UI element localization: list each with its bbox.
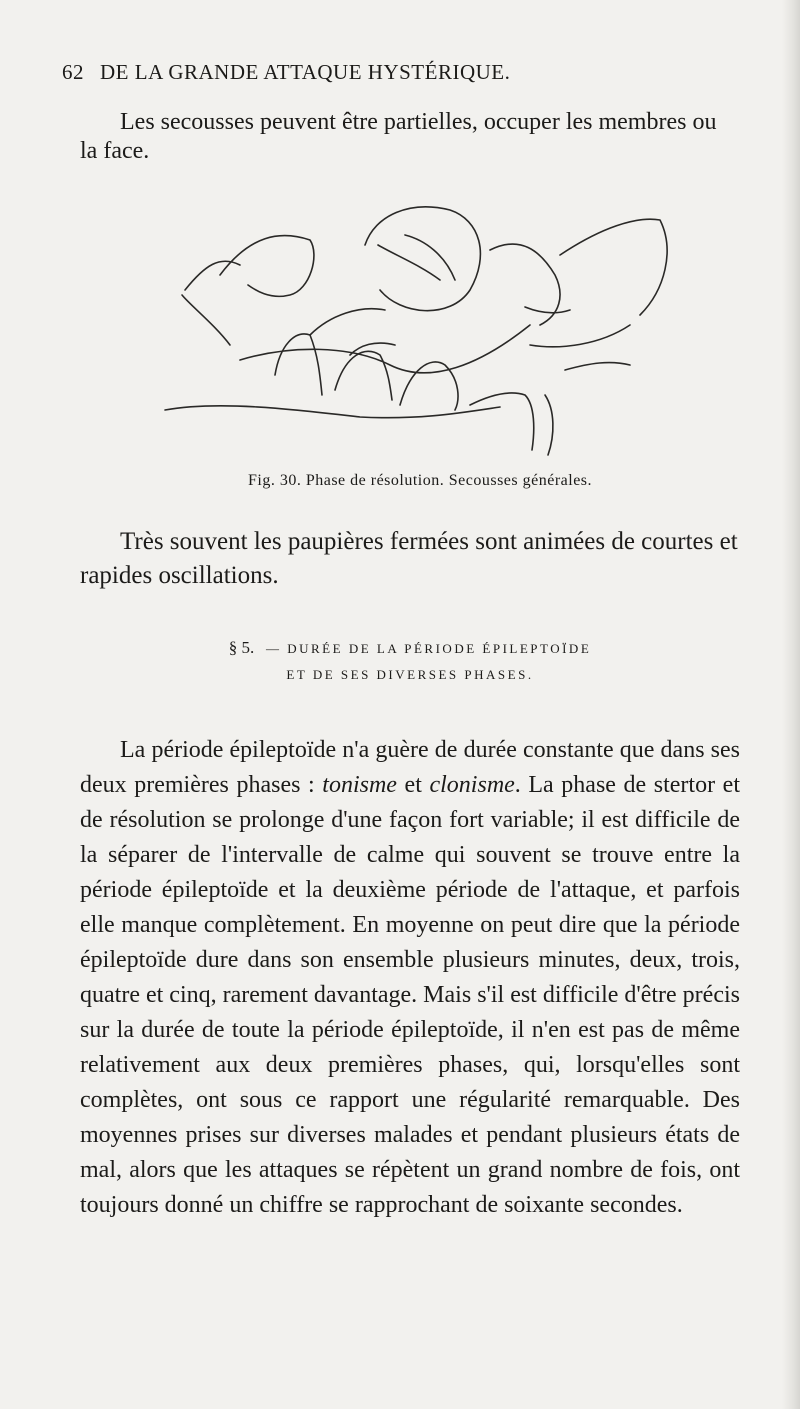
figure-30-drawing bbox=[160, 195, 680, 465]
section-mark: § 5. bbox=[228, 638, 255, 657]
paragraph-1 bbox=[80, 108, 730, 166]
page-number: 62 bbox=[62, 60, 84, 84]
paragraph-3-text-before: La période épileptoïde n'a guère de durée constante que dans ses deux premières phases : bbox=[80, 737, 740, 798]
section-title-line-1: — DURÉE DE LA PÉRIODE ÉPILEPTOÏDE bbox=[265, 641, 592, 656]
paragraph-2-line-2: rapides oscillations. bbox=[80, 562, 279, 589]
paragraph-2 bbox=[80, 525, 740, 593]
figure-head bbox=[365, 207, 480, 311]
section-title-line-2: ET DE SES DIVERSES PHASES. bbox=[286, 667, 534, 682]
paragraph-3-text-between: et bbox=[396, 772, 430, 798]
figure-leg-left bbox=[275, 334, 322, 395]
figure-caption: Fig. 30. Phase de résolution. Secousses générales. bbox=[247, 472, 593, 489]
paragraph-2-line-1: Très souvent les paupières fermées sont animées de courtes et bbox=[120, 528, 738, 555]
page-edge-shadow bbox=[782, 0, 800, 1409]
paragraph-3-text-after: . La phase de stertor et de résolution se prolonge d'une façon fort variable; il est difficile de la séparer de l'intervalle de calme qui souvent se trouve entre la période épileptoïde et la deuxième période de l'attaque, et parfois elle manque complètement. En moyenne on peut dire que la période épileptoïde dure dans son ensemble plusieurs minutes, deux, trois, quatre et cinq, rarement davantage. Mais s'il est difficile d'être précis sur la durée de toute la période épileptoïde, il n'en est pas de même relativement aux deux premières phases, qui, lorsqu'elles sont complètes, ont sous ce rapport une régularité remarquable. Des moyennes prises sur diverses malades et pendant plusieurs états de mal, alors que les attaques se répètent un grand nombre de fois, ont toujours donné un chiffre se rapprochant de soixante secondes. bbox=[80, 772, 741, 1218]
figure-left-arm bbox=[220, 236, 314, 297]
paragraph-1-line-2: la face. bbox=[80, 138, 150, 164]
running-title: DE LA GRANDE ATTAQUE HYSTÉRIQUE. bbox=[100, 60, 511, 84]
section-heading bbox=[80, 635, 740, 688]
paragraph-3-italic-tonisme: tonisme bbox=[322, 772, 397, 798]
paragraph-3 bbox=[80, 733, 740, 1223]
figure-bed-line bbox=[165, 406, 500, 418]
paragraph-3-italic-clonisme: clonisme bbox=[429, 772, 515, 798]
paragraph-1-line-1: Les secousses peuvent être partielles, occuper les membres ou bbox=[120, 109, 717, 135]
figure-illustration bbox=[160, 195, 680, 465]
